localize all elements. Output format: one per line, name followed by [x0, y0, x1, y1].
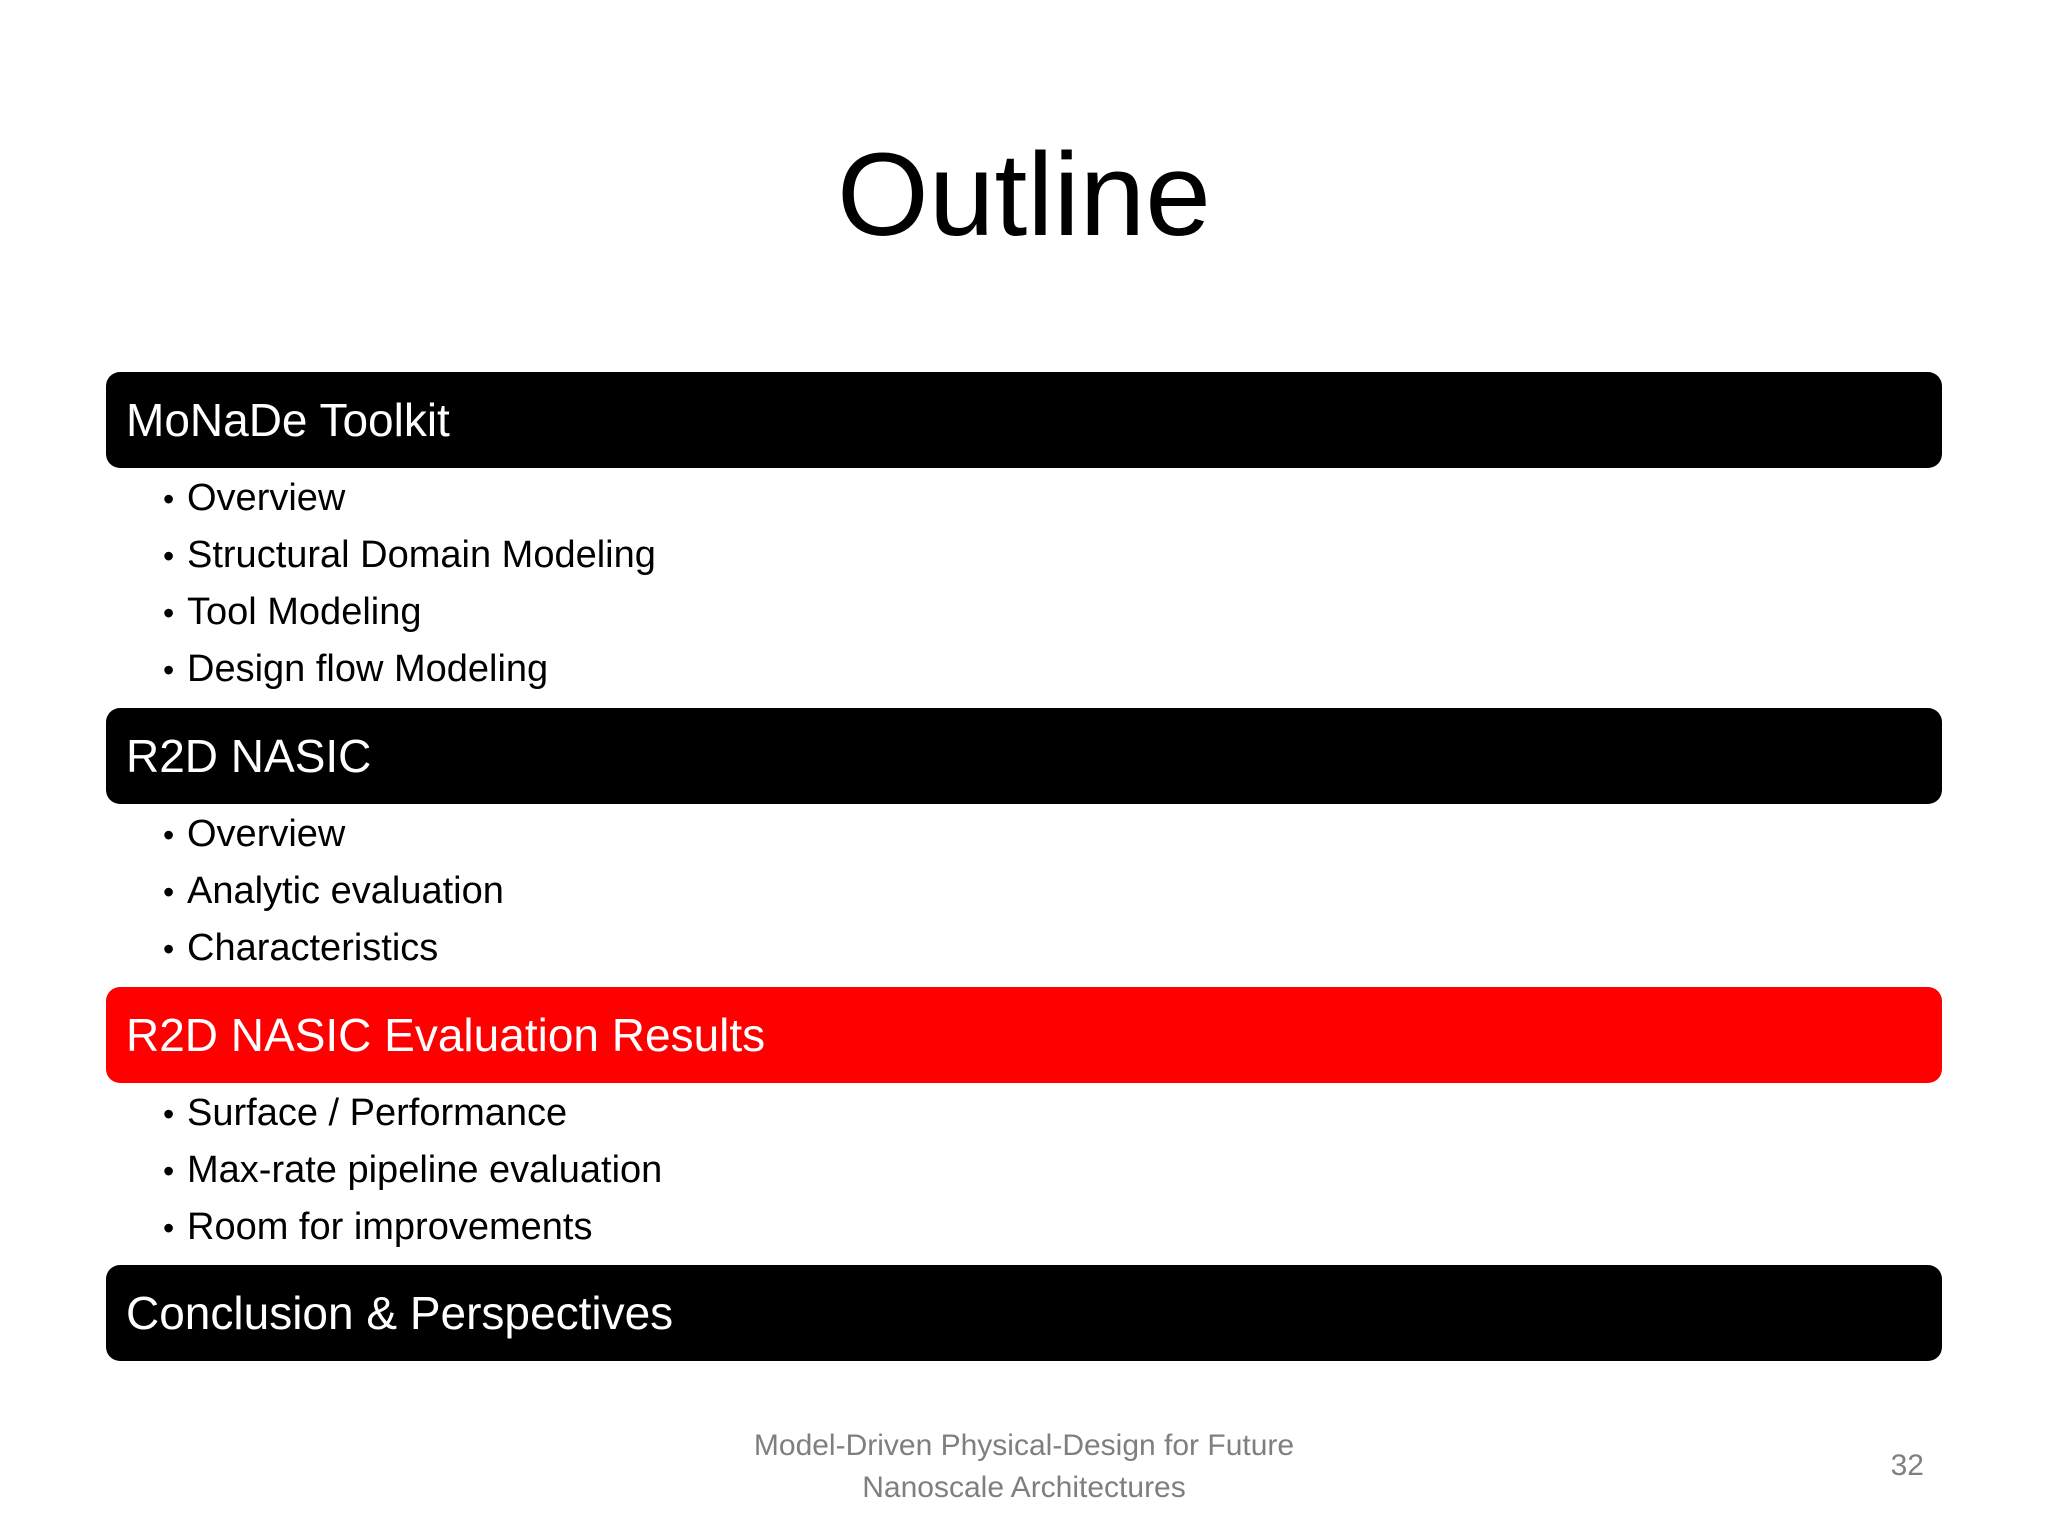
- section-items-r2d-nasic-evaluation-results: [163, 1085, 662, 1256]
- section-header-r2d-nasic: R2D NASIC: [106, 708, 1942, 804]
- bullet-item: • Overview: [163, 470, 656, 527]
- slide-footer: [0, 1425, 2048, 1509]
- bullet-dot-icon: •: [163, 652, 175, 688]
- bullet-dot-icon: •: [163, 874, 175, 910]
- footer-line-1: Model-Driven Physical-Design for Future: [753, 1429, 1295, 1462]
- bullet-dot-icon: •: [163, 1153, 175, 1189]
- page-number: 32: [1890, 1449, 1924, 1482]
- bullet-dot-icon: •: [163, 817, 175, 853]
- section-header-r2d-nasic-evaluation-results: R2D NASIC Evaluation Results: [106, 987, 1942, 1083]
- bullet-item: • Tool Modeling: [163, 584, 656, 641]
- bullet-dot-icon: •: [163, 538, 175, 574]
- bullet-dot-icon: •: [163, 931, 175, 967]
- bullet-dot-icon: •: [163, 595, 175, 631]
- bullet-item: • Characteristics: [163, 920, 504, 977]
- bullet-dot-icon: •: [163, 1096, 175, 1132]
- bullet-dot-icon: •: [163, 481, 175, 517]
- bullet-item: • Surface / Performance: [163, 1085, 662, 1142]
- bullet-item: • Analytic evaluation: [163, 863, 504, 920]
- bullet-dot-icon: •: [163, 1210, 175, 1246]
- slide-title: Outline: [837, 129, 1211, 261]
- bullet-item: • Overview: [163, 806, 504, 863]
- section-header-monade-toolkit: MoNaDe Toolkit: [106, 372, 1942, 468]
- bullet-item: • Design flow Modeling: [163, 641, 656, 698]
- bullet-item: • Room for improvements: [163, 1199, 662, 1256]
- section-items-r2d-nasic: [163, 806, 504, 977]
- footer-line-2: Nanoscale Architectures: [862, 1471, 1186, 1504]
- bullet-item: • Max-rate pipeline evaluation: [163, 1142, 662, 1199]
- section-items-monade-toolkit: [163, 470, 656, 698]
- section-header-conclusion-perspectives: Conclusion & Perspectives: [106, 1265, 1942, 1361]
- bullet-item: • Structural Domain Modeling: [163, 527, 656, 584]
